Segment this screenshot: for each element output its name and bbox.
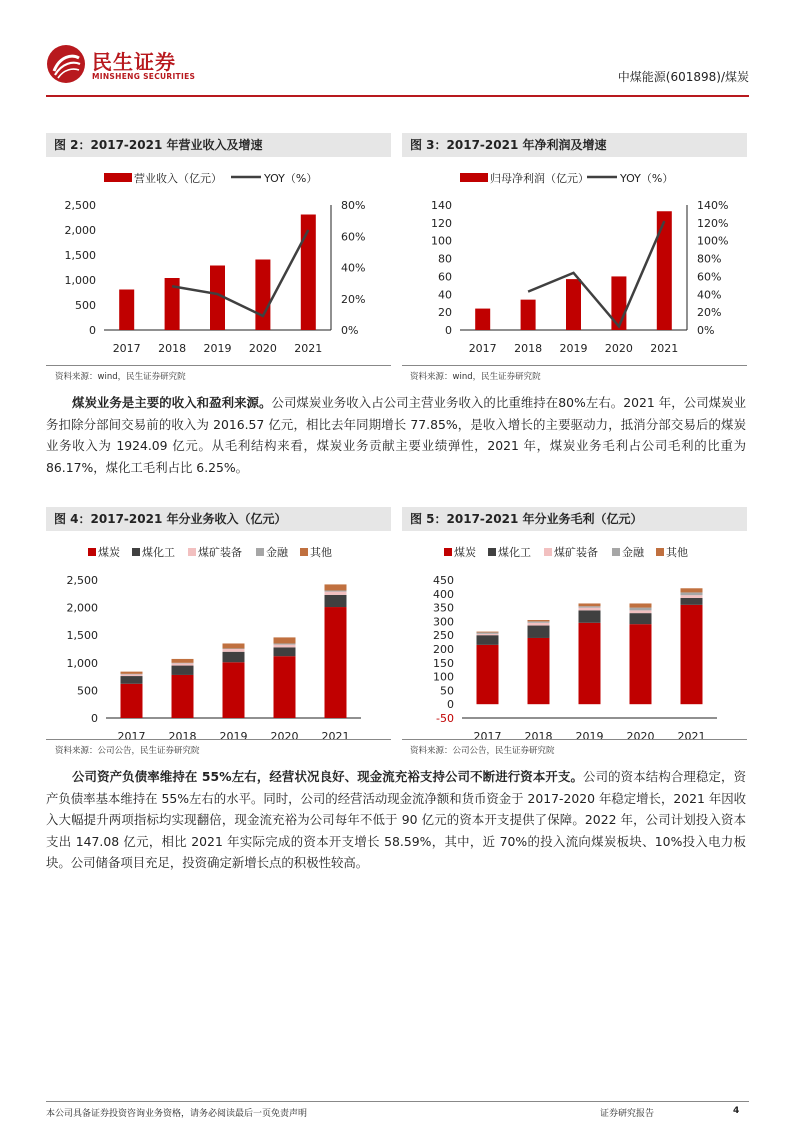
fig5-bar-2018-seg-3: [528, 621, 550, 622]
fig4-y-tick-label: 0: [91, 712, 98, 725]
fig3-x-tick-label: 2019: [559, 342, 588, 355]
fig4-bar-2020-seg-1: [274, 647, 296, 656]
fig4-title: 图 4：2017-2021 年分业务收入（亿元）: [46, 507, 391, 531]
fig4-bar-2017-seg-3: [121, 674, 143, 675]
fig5-bar-2019-seg-2: [579, 608, 601, 611]
fig4-bar-2020-seg-3: [274, 643, 296, 644]
fig3-left-tick-label: 0: [445, 324, 452, 337]
fig5-bar-2018-seg-1: [528, 626, 550, 638]
fig4-legend-label: 煤炭: [98, 546, 120, 559]
fig2-bar-2020: [255, 260, 270, 331]
fig4-x-tick-label: 2020: [270, 730, 299, 743]
fig5-y-tick-label: 350: [433, 601, 454, 615]
fig5-bar-2019-seg-3: [579, 606, 601, 607]
fig4-legend-swatch-4: [300, 548, 308, 556]
fig3-x-tick-label: 2017: [468, 342, 497, 355]
fig3-left-tick-label: 80: [438, 252, 452, 266]
footer-disclaimer: 本公司具备证券投资咨询业务资格，请务必阅读最后一页免责声明: [46, 1109, 308, 1119]
fig5-bar-2017-seg-3: [477, 632, 499, 633]
fig5-chart: [402, 535, 747, 743]
fig4-bar-2021-seg-4: [325, 584, 347, 590]
fig5-x-tick-label: 2017: [473, 730, 502, 743]
fig4-legend-label: 煤化工: [142, 546, 175, 559]
fig2-x-tick-label: 2018: [158, 342, 187, 355]
fig5-y-tick-label: 450: [433, 574, 454, 587]
fig4-x-tick-label: 2019: [219, 730, 248, 743]
fig4-x-tick-label: 2017: [117, 730, 146, 743]
fig5-legend-label: 其他: [666, 546, 688, 559]
fig5-x-tick-label: 2021: [677, 730, 706, 743]
fig4-bar-2019-seg-4: [223, 643, 245, 648]
fig4-bar-2021-seg-2: [325, 592, 347, 595]
fig2-right-tick-label: 20%: [341, 292, 366, 306]
page-number: 4: [733, 1106, 740, 1116]
fig5-legend-label: 金融: [622, 546, 644, 559]
fig4-bar-2019-seg-1: [223, 652, 245, 662]
fig5-y-tick-label: 300: [433, 615, 454, 629]
fig2-source-divider: [46, 365, 391, 366]
fig5-bar-2020-seg-4: [630, 603, 652, 607]
fig3-x-tick-label: 2018: [514, 342, 543, 355]
fig4-legend-swatch-0: [88, 548, 96, 556]
fig5-legend-swatch-4: [656, 548, 664, 556]
fig5-legend-label: 煤矿装备: [554, 546, 598, 559]
fig4-legend-swatch-1: [132, 548, 140, 556]
fig3-right-tick-label: 120%: [697, 216, 729, 230]
fig5-bar-2018-seg-0: [528, 638, 550, 704]
fig2-right-tick-label: 0%: [341, 324, 359, 337]
fig4-bar-2020-seg-4: [274, 637, 296, 643]
fig3-right-tick-label: 20%: [697, 306, 722, 320]
fig5-y-tick-label: 100: [433, 670, 454, 684]
fig4-bar-2018-seg-3: [172, 663, 194, 664]
footer-divider: [46, 1101, 749, 1102]
fig2-left-tick-label: 0: [89, 324, 96, 337]
fig2-x-tick-label: 2019: [203, 342, 232, 355]
fig2-bar-2017: [119, 290, 134, 331]
fig4-bar-2019-seg-3: [223, 648, 245, 649]
fig5-source: 资料来源：公司公告，民生证券研究院: [410, 746, 555, 756]
fig5-bar-2019-seg-1: [579, 610, 601, 622]
paragraph-capex: [46, 766, 746, 874]
fig3-right-tick-label: 140%: [697, 199, 729, 212]
fig5-y-tick-label: -50: [436, 712, 454, 725]
fig4-bar-2020-seg-2: [274, 645, 296, 648]
fig2-right-tick-label: 60%: [341, 230, 366, 244]
fig3-title: 图 3：2017-2021 年净利润及增速: [402, 133, 747, 157]
fig4-bar-2017-seg-2: [121, 674, 143, 676]
fig2-legend-line-label: YOY（%）: [264, 172, 318, 185]
fig3-right-tick-label: 40%: [697, 288, 722, 302]
fig4-legend-swatch-3: [256, 548, 264, 556]
fig4-legend-label: 其他: [310, 546, 332, 559]
fig5-bar-2017-seg-1: [477, 635, 499, 645]
paragraph-capex-lead: 公司资产负债率维持在 55%左右，经营状况良好、现金流充裕支持公司不断进行资本开支。: [72, 769, 584, 784]
fig3-bar-2019: [566, 279, 581, 330]
fig4-x-tick-label: 2018: [168, 730, 197, 743]
header-divider: [46, 95, 749, 97]
fig4-bar-2021-seg-0: [325, 607, 347, 718]
fig4-y-tick-label: 2,000: [66, 601, 98, 615]
fig3-left-tick-label: 20: [438, 306, 452, 320]
fig5-bar-2020-seg-0: [630, 624, 652, 704]
fig5-bar-2018-seg-4: [528, 620, 550, 621]
fig3-left-tick-label: 120: [431, 216, 452, 230]
paragraph-coal-revenue: [46, 392, 746, 478]
fig3-legend-bar-swatch: [460, 173, 488, 182]
fig2-x-tick-label: 2020: [248, 342, 277, 355]
fig3-legend-line-label: YOY（%）: [620, 172, 674, 185]
fig2-legend-bar-label: 营业收入（亿元）: [134, 172, 222, 185]
fig3-x-tick-label: 2020: [604, 342, 633, 355]
fig4-bar-2018-seg-4: [172, 659, 194, 663]
fig3-source: 资料来源：wind，民生证券研究院: [410, 372, 541, 382]
fig5-bar-2021-seg-4: [681, 588, 703, 592]
paragraph-coal-revenue-lead: 煤炭业务是主要的收入和盈利来源。: [72, 395, 272, 410]
fig4-y-tick-label: 1,500: [66, 629, 98, 643]
fig3-left-tick-label: 140: [431, 199, 452, 212]
fig3-right-tick-label: 60%: [697, 270, 722, 284]
fig5-y-tick-label: 400: [433, 587, 454, 601]
fig5-bar-2019-seg-4: [579, 603, 601, 606]
fig5-bar-2020-seg-1: [630, 613, 652, 624]
fig5-y-tick-label: 50: [440, 684, 454, 698]
fig4-bar-2018-seg-2: [172, 663, 194, 665]
fig5-bar-2021-seg-3: [681, 592, 703, 595]
fig5-bar-2017-seg-2: [477, 634, 499, 635]
fig3-bar-2018: [521, 300, 536, 330]
fig2-left-tick-label: 2,000: [64, 224, 96, 237]
fig4-bar-2019-seg-2: [223, 649, 245, 652]
fig3-left-tick-label: 40: [438, 288, 452, 302]
fig3-x-tick-label: 2021: [650, 342, 679, 355]
fig5-x-tick-label: 2018: [524, 730, 553, 743]
fig5-y-tick-label: 200: [433, 643, 454, 656]
fig4-bar-2020-seg-0: [274, 656, 296, 718]
fig2-left-tick-label: 1,500: [64, 249, 96, 262]
report-tag: 中煤能源(601898)/煤炭: [617, 70, 749, 84]
fig2-title: 图 2：2017-2021 年营业收入及增速: [46, 133, 391, 157]
fig4-bar-2019-seg-0: [223, 662, 245, 718]
fig5-source-divider: [402, 739, 747, 740]
fig4-x-tick-label: 2021: [321, 730, 350, 743]
fig2-source: 资料来源：wind，民生证券研究院: [55, 372, 186, 382]
minsheng-logo-icon: [46, 44, 86, 84]
fig4-bar-2018-seg-1: [172, 666, 194, 675]
fig2-right-tick-label: 40%: [341, 261, 366, 275]
fig5-bar-2020-seg-2: [630, 610, 652, 613]
fig4-legend-label: 金融: [266, 546, 288, 559]
fig4-legend-swatch-2: [188, 548, 196, 556]
fig2-left-tick-label: 1,000: [64, 274, 96, 287]
fig3-left-tick-label: 60: [438, 270, 452, 284]
fig4-y-tick-label: 2,500: [66, 574, 98, 587]
fig5-legend-swatch-1: [488, 548, 496, 556]
fig3-bar-2021: [657, 211, 672, 330]
fig4-source-divider: [46, 739, 391, 740]
fig5-y-tick-label: 250: [433, 629, 454, 643]
fig5-bar-2018-seg-2: [528, 623, 550, 626]
fig4-legend-label: 煤矿装备: [198, 546, 242, 559]
paragraph-capex-body: 公司的资本结构合理稳定，资产负债率基本维持在 55%左右的水平。同时，公司的经营活动现金流净额和货币资金于 2017-2020 年稳定增长，2021 年因收入大幅提升两项指标均实现翻倍，现金流充裕为公司每年不低于 90 亿元的资本开支提供了保障。2022 年，公司计划投入资本支出 147.08 亿元，相比 2021 年实际完成的资本开支增长 58.59%，其中，近 70%的投入流向煤炭板块、10%投入电力板块。公司储备项目充足，投资确定新增长点的积极性较高。: [46, 769, 746, 870]
fig3-yoy-line: [528, 221, 664, 326]
fig3-left-tick-label: 100: [431, 234, 452, 248]
fig5-bar-2017-seg-4: [477, 632, 499, 633]
footer-report-type: 证券研究报告: [600, 1109, 655, 1119]
fig5-bar-2021-seg-1: [681, 598, 703, 605]
fig5-bar-2020-seg-3: [630, 608, 652, 611]
fig3-right-tick-label: 100%: [697, 234, 729, 248]
fig2-yoy-line: [172, 230, 308, 316]
fig4-bar-2017-seg-1: [121, 676, 143, 684]
fig3-right-tick-label: 80%: [697, 252, 722, 266]
fig2-x-tick-label: 2021: [294, 342, 323, 355]
fig4-y-tick-label: 1,000: [66, 656, 98, 670]
fig5-legend-label: 煤化工: [498, 546, 531, 559]
fig2-legend-bar-swatch: [104, 173, 132, 182]
fig4-bar-2021-seg-1: [325, 595, 347, 607]
fig2-left-tick-label: 2,500: [64, 199, 96, 212]
fig5-x-tick-label: 2019: [575, 730, 604, 743]
fig2-chart: [46, 160, 391, 360]
fig3-chart: [402, 160, 747, 360]
fig4-chart: [46, 535, 391, 743]
fig5-bar-2019-seg-0: [579, 623, 601, 704]
fig4-bar-2021-seg-3: [325, 590, 347, 591]
fig3-legend-bar-label: 归母净利润（亿元）: [490, 172, 589, 185]
paragraph-coal-revenue-body: 公司煤炭业务收入占公司主营业务收入的比重维持在80%左右。2021 年，公司煤炭业务扣除分部间交易前的收入为 2016.57 亿元，相比去年同期增长 77.85%，是收入增长的主要驱动力，抵消分部交易后的煤炭业务收入为 1924.09 亿元。从毛利结构来看，煤炭业务贡献主要业绩弹性，2021 年，煤炭业务毛利占公司毛利的比重为 86.17%，煤化工毛利占比 6.25%。: [46, 395, 747, 475]
fig3-bar-2017: [475, 309, 490, 330]
fig4-bar-2017-seg-4: [121, 672, 143, 674]
fig4-y-tick-label: 500: [77, 684, 98, 698]
fig5-y-tick-label: 150: [433, 656, 454, 670]
fig5-legend-swatch-0: [444, 548, 452, 556]
fig5-legend-swatch-2: [544, 548, 552, 556]
fig5-y-tick-label: 0: [447, 698, 454, 712]
fig5-x-tick-label: 2020: [626, 730, 655, 743]
fig3-source-divider: [402, 365, 747, 366]
fig2-left-tick-label: 500: [75, 299, 96, 312]
logo-text-cn: 民生证券: [92, 50, 176, 74]
fig4-bar-2017-seg-0: [121, 684, 143, 718]
fig2-right-tick-label: 80%: [341, 199, 366, 212]
fig3-right-tick-label: 0%: [697, 324, 715, 337]
fig4-bar-2018-seg-0: [172, 675, 194, 718]
fig5-title: 图 5：2017-2021 年分业务毛利（亿元）: [402, 507, 747, 531]
fig2-bar-2018: [165, 278, 180, 330]
fig2-x-tick-label: 2017: [112, 342, 141, 355]
fig5-legend-swatch-3: [612, 548, 620, 556]
fig5-bar-2021-seg-2: [681, 595, 703, 598]
logo-text-en: MINSHENG SECURITIES: [92, 72, 196, 81]
fig5-bar-2021-seg-0: [681, 605, 703, 704]
fig5-bar-2017-seg-0: [477, 645, 499, 704]
fig5-legend-label: 煤炭: [454, 546, 476, 559]
fig4-source: 资料来源：公司公告，民生证券研究院: [55, 746, 200, 756]
